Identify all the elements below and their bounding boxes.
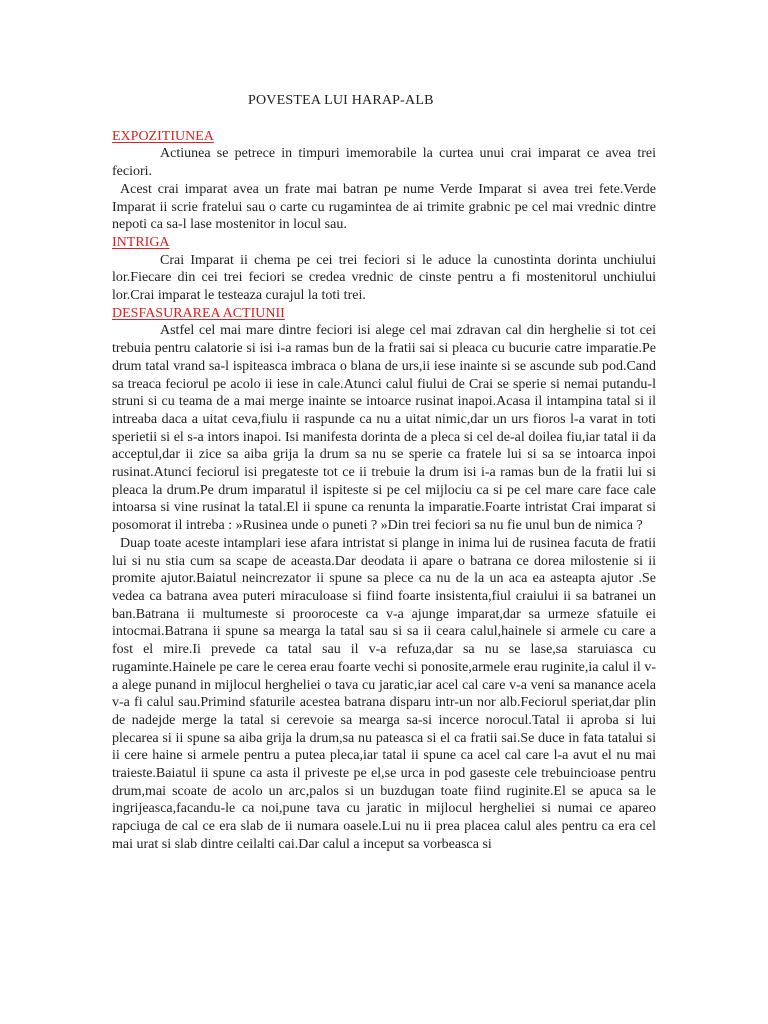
section-expozitiunea (112, 128, 656, 234)
paragraph: Acest crai imparat avea un frate mai batran pe nume Verde Imparat si avea trei fete.Verde Imparat ii scrie fratelui sau o carte cu rugamintea de ai trimite grabnic pe cel mai vrednic dintre nepoti ca sa-l lase mostenitor in locul sau. (112, 181, 656, 233)
section-heading: EXPOZITIUNEA (112, 128, 214, 144)
paragraph: Duap toate aceste intamplari iese afara intristat si plange in inima lui de rusinea facuta de fratii lui si nu stia cum sa scape de aceasta.Dar deodata ii apare o batrana ce dorea milostenie si ii promite ajutor.Baiatul neincrezator ii spune sa plece ca nu de la un aca ea asteapta ajutor .Se vedea ca batrana avea puteri miraculoase si fiind foarte insistenta,fiul craiului ii sa batranei un ban.Batrana ii multumeste si prooroceste ca v-a ajunge imparat,dar sa urmeze sfatuile ei intocmai.Batrana ii spune sa mearga la tatal sau si sa ii ceara calul,hainele si armele cu care a fost el mire.Ii prevede ca tatal sau il v-a refuza,dar sa nu se lase,sa staruiasca cu rugaminte.Hainele pe care le cerea erau foarte vechi si ponosite,armele erau ruginite,ia calul il v-a alege punand in mijlocul hergheliei o tava cu jaratic,iar acel cal care v-a veni sa manance acela v-a fi calul sau.Primind sfaturile acestea batrana disparu intr-un nor alb.Feciorul speriat,dar plin de nadejde merge la tatal si cerevoie sa mearga sa-si incerce norocul.Tatal ii aproba si lui plecarea si ii spune sa aiba grija la drum,sa nu pateasca si el ca fratii sai.Se duce in fata tatalui si ii cere haine si armele pentru a putea pleca,iar tatal ii spune ca acel cal care l-a avut el nu mai traieste.Baiatul ii spune ca asta il priveste pe el,se urca in pod gaseste cele trebuincioase pentru drum,mai scoate de acolo un arc,palos si un buzdugan toate fiind ruginite.El se apuca sa le ingrijeasca,facandu-le ca noi,pune tava cu jaratic in mijlocul hergheliei si numai ce apareo rapciuga de cal ce era slab de ii numara oasele.Lui nu ii prea placea calul ales pentru ca era cel mai urat si slab dintre ceilalti cai.Dar calul a inceput sa vorbeasca si (112, 535, 656, 852)
paragraph: Actiunea se petrece in timpuri imemorabile la curtea unui crai imparat ce avea trei feciori. (112, 146, 656, 180)
section-intriga (112, 234, 656, 305)
document-page (112, 92, 656, 854)
paragraph: Crai Imparat ii chema pe cei trei feciori si le aduce la cunostinta dorinta unchiului lor.Fiecare din cei trei feciori se credea vrednic de cinste pentru a fi mostenitorul unchiului lor.Crai imparat le testeaza curajul la toti trei. (112, 252, 656, 304)
page-title: POVESTEA LUI HARAP-ALB (248, 93, 434, 108)
section-heading: INTRIGA (112, 234, 170, 250)
section-heading: DESFASURAREA ACTIUNII (112, 305, 285, 321)
section-desfasurarea-actiunii (112, 305, 656, 854)
paragraph: Astfel cel mai mare dintre feciori isi alege cel mai zdravan cal din herghelie si tot cei trebuia pentru calatorie si isi i-a ramas bun de la fratii sai si pleaca cu bucurie catre imparatie.Pe drum tatal vrand sa-l ispiteasca imbraca o blana de urs,ii iese inainte si se ascunde sub pod.Cand sa treaca feciorul pe acolo ii iese in cale.Atunci calul fiului de Crai se sperie si nemai putandu-l struni si cu teama de a mai merge inainte se intoarce rusinat inapoi.Acasa il intampina tatal si il intreaba daca a uitat ceva,fiulu ii raspunde ca nu a uitat nimic,dar un urs fioros l-a varat in toti sperietii si el s-a intors inapoi. Isi manifesta dorinta de a pleca si cel de-al doilea fiu,iar tatal ii da acceptul,dar ii zice sa aiba grija la drum sa nu se sperie ca fratele lui si sa se intoarca inpoi rusinat.Atunci feciorul isi pregateste tot ce ii trebuie la drum isi i-a ramas bun de la fratii lui si pleaca la drum.Pe drum imparatul il ispiteste si pe cel mijlociu ca si pe cel mare care face cale intoarsa si vine rusinat la tatal.El ii spune ca renunta la imparatie.Foarte intristat Crai imparat si posomorat il intreba : »Rusinea unde o puneti ? »Din trei feciori sa nu fie unul bun de nimica ? (112, 323, 656, 534)
